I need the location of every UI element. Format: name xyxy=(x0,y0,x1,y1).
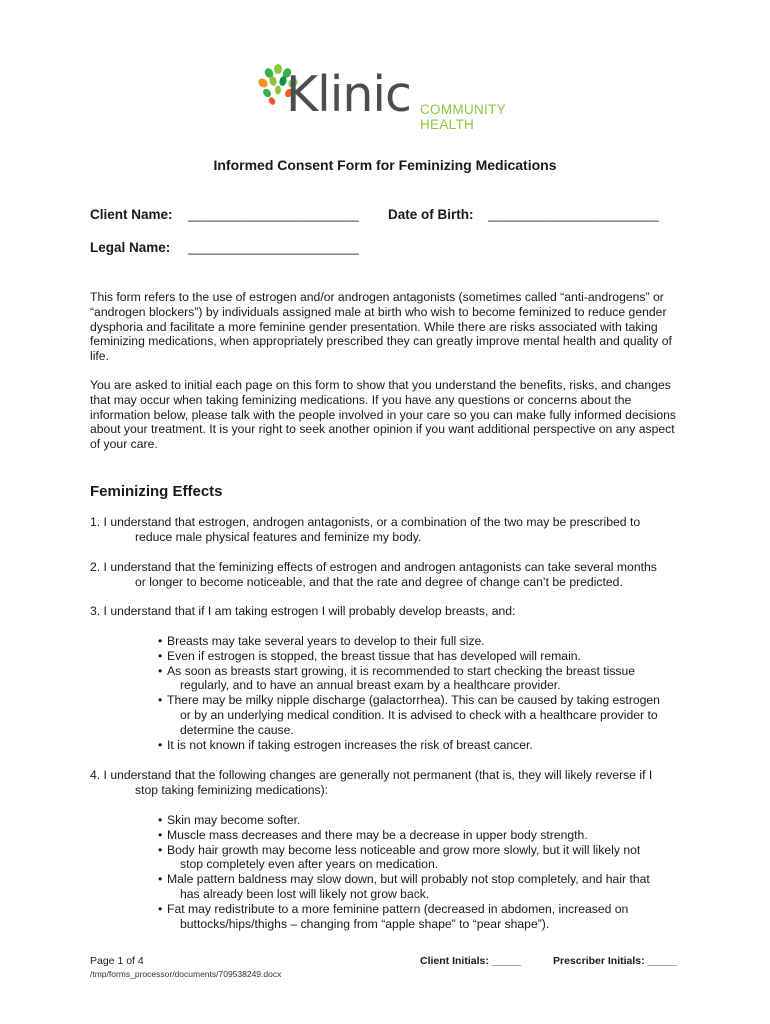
legal-name-field[interactable]: _______________________ xyxy=(188,240,359,255)
item-3-line-1: 3. I understand that if I am taking estrogen I will probably develop breasts, and: xyxy=(90,604,516,618)
date-of-birth-label: Date of Birth: xyxy=(388,207,474,222)
bullet-text: Male pattern baldness may slow down, but will probably not stop completely, and hair that xyxy=(167,872,650,887)
form-title: Informed Consent Form for Feminizing Medications xyxy=(213,157,557,173)
list-item xyxy=(90,560,690,590)
list-item xyxy=(158,843,698,873)
client-name-label: Client Name: xyxy=(90,207,173,222)
item-3-bullet-list xyxy=(158,634,698,752)
legal-name-label: Legal Name: xyxy=(90,240,171,255)
item-1-line-2: reduce male physical features and feminize my body. xyxy=(135,529,422,544)
list-item xyxy=(158,828,698,843)
list-item xyxy=(90,515,690,545)
bullet-text: Even if estrogen is stopped, the breast tissue that has developed will remain. xyxy=(167,648,581,663)
bullet-text: Body hair growth may become less noticeable and grow more slowly, but it will likely not xyxy=(167,842,641,857)
client-initials-field[interactable]: Client Initials: _____ xyxy=(420,955,521,967)
logo-subtitle xyxy=(420,102,506,132)
bullet-text-continued: stop completely even after years on medication. xyxy=(180,857,439,872)
date-of-birth-field[interactable]: _______________________ xyxy=(488,207,659,222)
bullet-text: Breasts may take several years to develop to their full size. xyxy=(167,634,485,648)
list-item xyxy=(158,634,698,649)
bullet-icon: • xyxy=(158,663,163,678)
bullet-icon: • xyxy=(158,872,163,887)
item-1-line-1: 1. I understand that estrogen, androgen antagonists, or a combination of the two may be prescribed to xyxy=(90,515,641,529)
intro-paragraph-1: This form refers to the use of estrogen and/or androgen antagonists (sometimes called “anti-androgens” or “androgen blockers”) by individuals assigned male at birth who wish to become feminized to reduce gender dysphoria and facilitate a more feminine gender presentation. While there are risks associated with taking feminizing medications, when appropriately prescribed they can greatly improve mental health and quality of life. xyxy=(90,290,672,364)
bullet-text: Fat may redistribute to a more feminine pattern (decreased in abdomen, increased on xyxy=(167,901,629,916)
item-4-line-1: 4. I understand that the following changes are generally not permanent (that is, they will likely reverse if I xyxy=(90,768,653,782)
bullet-icon: • xyxy=(158,842,163,857)
bullet-text: Muscle mass decreases and there may be a decrease in upper body strength. xyxy=(167,827,588,842)
document-path: /tmp/forms_processor/documents/709538249.docx xyxy=(90,969,282,979)
client-name-field[interactable]: _______________________ xyxy=(188,207,359,222)
logo-subtitle-line2: HEALTH xyxy=(420,117,475,132)
bullet-icon: • xyxy=(158,648,163,663)
bullet-text-continued: buttocks/hips/thighs – changing from “apple shape” to “pear shape”). xyxy=(180,916,550,931)
klinic-logo xyxy=(258,62,518,138)
bullet-icon: • xyxy=(158,693,163,708)
bullet-text-continued: has already been lost will likely not grow back. xyxy=(180,886,430,901)
item-4-bullet-list xyxy=(158,813,698,931)
bullet-text: There may be milky nipple discharge (galactorrhea). This can be caused by taking estrogen xyxy=(167,693,660,708)
list-item xyxy=(158,649,698,664)
page-number: Page 1 of 4 xyxy=(90,955,144,967)
bullet-icon: • xyxy=(158,901,163,916)
intro-paragraph-2: You are asked to initial each page on this form to show that you understand the benefits, risks, and changes that may occur when taking feminizing medications. If you have any questions or concerns about the information below, please talk with the people involved in your care so you can make fully informed decisions about your treatment. It is your right to seek another opinion if you want additional perspective on any aspect of your care. xyxy=(90,378,676,452)
prescriber-initials-field[interactable]: Prescriber Initials: _____ xyxy=(553,955,677,967)
bullet-icon: • xyxy=(158,813,163,827)
logo-subtitle-line1: COMMUNITY xyxy=(420,102,506,117)
list-item xyxy=(90,604,690,619)
item-2-line-2: or longer to become noticeable, and that the rate and degree of change can’t be predicted. xyxy=(135,574,623,589)
section-heading: Feminizing Effects xyxy=(90,483,223,500)
bullet-text-continued: or by an underlying medical condition. It is advised to check with a healthcare provider to xyxy=(180,707,658,722)
list-item xyxy=(158,738,698,753)
bullet-icon: • xyxy=(158,737,163,752)
list-item xyxy=(158,813,698,828)
list-item xyxy=(158,664,698,694)
list-item xyxy=(158,872,698,902)
bullet-text-continued: determine the cause. xyxy=(180,722,294,737)
item-2-line-1: 2. I understand that the feminizing effects of estrogen and androgen antagonists can take several months xyxy=(90,560,657,574)
bullet-text: It is not known if taking estrogen increases the risk of breast cancer. xyxy=(167,737,533,752)
bullet-text: As soon as breasts start growing, it is recommended to start checking the breast tissue xyxy=(167,663,636,678)
bullet-text-continued: regularly, and to have an annual breast exam by a healthcare provider. xyxy=(180,678,561,693)
logo-wordmark: Klinic xyxy=(286,66,411,123)
list-item xyxy=(158,693,698,737)
bullet-icon: • xyxy=(158,634,163,648)
bullet-text: Skin may become softer. xyxy=(167,813,301,827)
item-4-line-2: stop taking feminizing medications): xyxy=(135,782,329,797)
bullet-icon: • xyxy=(158,827,163,842)
list-item xyxy=(90,768,690,798)
list-item xyxy=(158,902,698,932)
